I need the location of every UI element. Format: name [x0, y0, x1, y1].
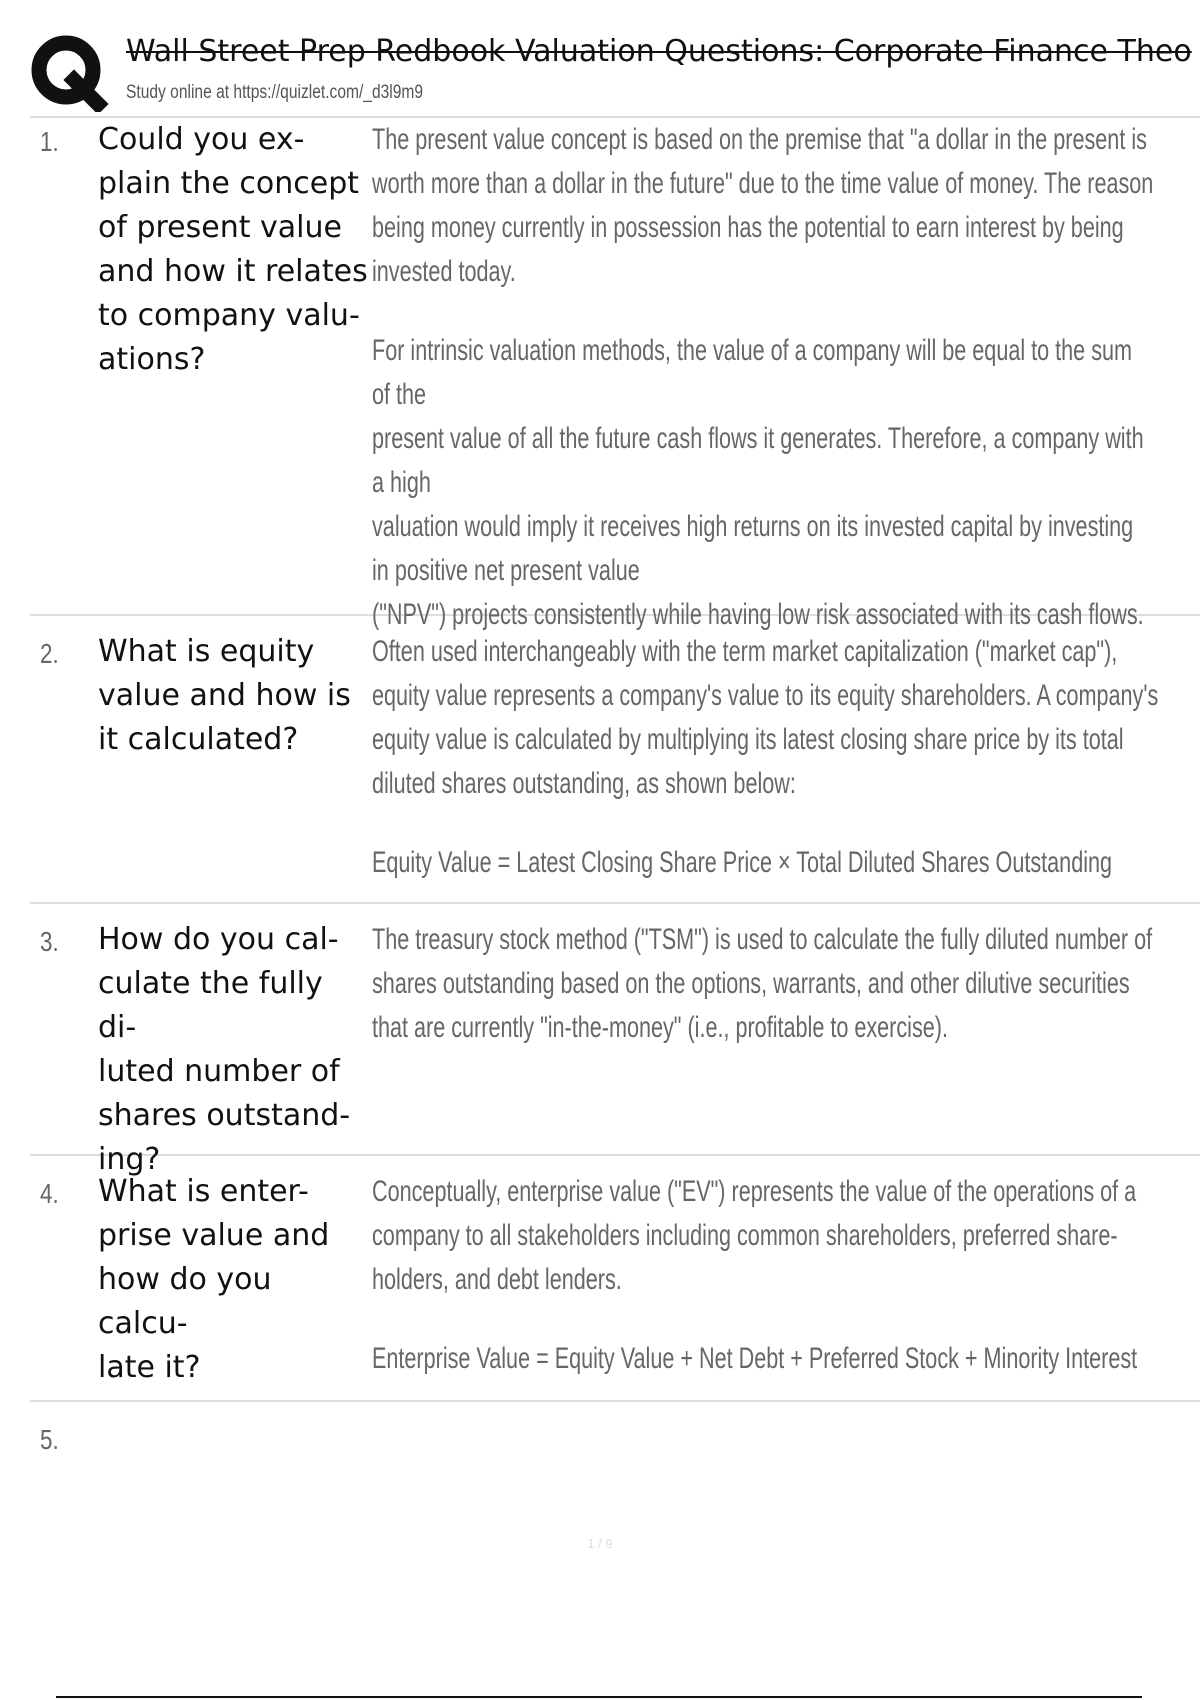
question-row: [30, 904, 1200, 1177]
answer-line: The present value concept is based on the premise that "a dollar in the present is: [372, 123, 1147, 156]
paragraph-gap: [372, 1302, 1200, 1337]
answer-line: shares outstanding based on the options, warrants, and other dilutive securities: [372, 967, 1130, 1000]
question-line: ing?: [98, 1142, 161, 1177]
question-row: [30, 118, 1200, 631]
question-line: late it?: [98, 1350, 201, 1385]
answer-line: The treasury stock method ("TSM") is used to calculate the fully diluted number of: [372, 923, 1153, 956]
answer-line: Often used interchangeably with the term market capitalization ("market cap"),: [372, 635, 1118, 668]
answer-line: Conceptually, enterprise value ("EV") represents the value of the operations of a: [372, 1175, 1137, 1208]
question-line: culate the fully di-: [98, 966, 323, 1045]
answer-line: of the: [372, 378, 427, 411]
question-number: 1.: [40, 126, 59, 157]
question-line: luted number of: [98, 1054, 340, 1089]
answer-line: being money currently in possession has the potential to earn interest by being: [372, 211, 1124, 244]
question-text: [98, 918, 368, 1182]
question-row: [30, 1402, 1200, 1522]
question-number: 2.: [40, 638, 59, 669]
answer-line: that are currently "in-the-money" (i.e., profitable to exercise).: [372, 1011, 948, 1044]
question-line: plain the concept: [98, 166, 360, 201]
question-line: What is equity: [98, 634, 315, 669]
answer-line: equity value represents a company's value to its equity shareholders. A company's: [372, 679, 1159, 712]
question-text: [98, 118, 368, 382]
answer-text: [372, 118, 1200, 637]
answer-line: invested today.: [372, 255, 516, 288]
question-number: 4.: [40, 1178, 59, 1209]
question-line: how do you calcu-: [98, 1262, 272, 1341]
question-line: prise value and: [98, 1218, 330, 1253]
question-list: [30, 118, 1200, 1522]
question-line: What is enter-: [98, 1174, 309, 1209]
formula-line: Equity Value = Latest Closing Share Price × Total Diluted Shares Outstanding: [372, 846, 1113, 879]
answer-line: ("NPV") projects consistently while having low risk associated with its cash flows.: [372, 598, 1144, 631]
question-number: 3.: [40, 926, 59, 957]
answer-line: diluted shares outstanding, as shown below:: [372, 767, 796, 800]
question-line: ations?: [98, 342, 206, 377]
bottom-divider: [56, 1696, 1142, 1698]
answer-line: worth more than a dollar in the future" due to the time value of money. The reason: [372, 167, 1154, 200]
question-line: it calculated?: [98, 722, 299, 757]
answer-line: equity value is calculated by multiplying its latest closing share price by its total: [372, 723, 1124, 756]
answer-text: [372, 630, 1200, 885]
answer-line: company to all stakeholders including common shareholders, preferred share-: [372, 1219, 1118, 1252]
study-online-link[interactable]: Study online at https://quizlet.com/_d3l9m9: [126, 82, 424, 103]
question-line: and how it relates: [98, 254, 368, 289]
answer-text: [372, 1170, 1200, 1381]
question-number: 5.: [40, 1424, 59, 1455]
question-text: [98, 630, 368, 762]
answer-line: present value of all the future cash flows it generates. Therefore, a company with: [372, 422, 1144, 455]
answer-line: a high: [372, 466, 431, 499]
document-title: Wall Street Prep Redbook Valuation Questions: Corporate Finance Theo: [126, 34, 1192, 69]
question-line: value and how is: [98, 678, 351, 713]
question-text: [98, 1170, 368, 1390]
answer-line: in positive net present value: [372, 554, 640, 587]
quizlet-logo-icon: [30, 32, 110, 112]
answer-line: holders, and debt lenders.: [372, 1263, 622, 1296]
question-line: shares outstand-: [98, 1098, 351, 1133]
formula-line: Enterprise Value = Equity Value + Net Debt + Preferred Stock + Minority Interest: [372, 1342, 1138, 1375]
answer-line: valuation would imply it receives high returns on its invested capital by investing: [372, 510, 1134, 543]
page-number: 1 / 9: [587, 1536, 613, 1551]
page-header: [0, 0, 1200, 120]
paragraph-gap: [372, 294, 1200, 329]
question-line: Could you ex-: [98, 122, 305, 157]
answer-line: For intrinsic valuation methods, the value of a company will be equal to the sum: [372, 334, 1133, 367]
question-row: [30, 1156, 1200, 1402]
question-line: How do you cal-: [98, 922, 339, 957]
question-line: to company valu-: [98, 298, 360, 333]
question-row: [30, 616, 1200, 904]
question-line: of present value: [98, 210, 342, 245]
answer-text: [372, 918, 1200, 1050]
paragraph-gap: [372, 806, 1200, 841]
